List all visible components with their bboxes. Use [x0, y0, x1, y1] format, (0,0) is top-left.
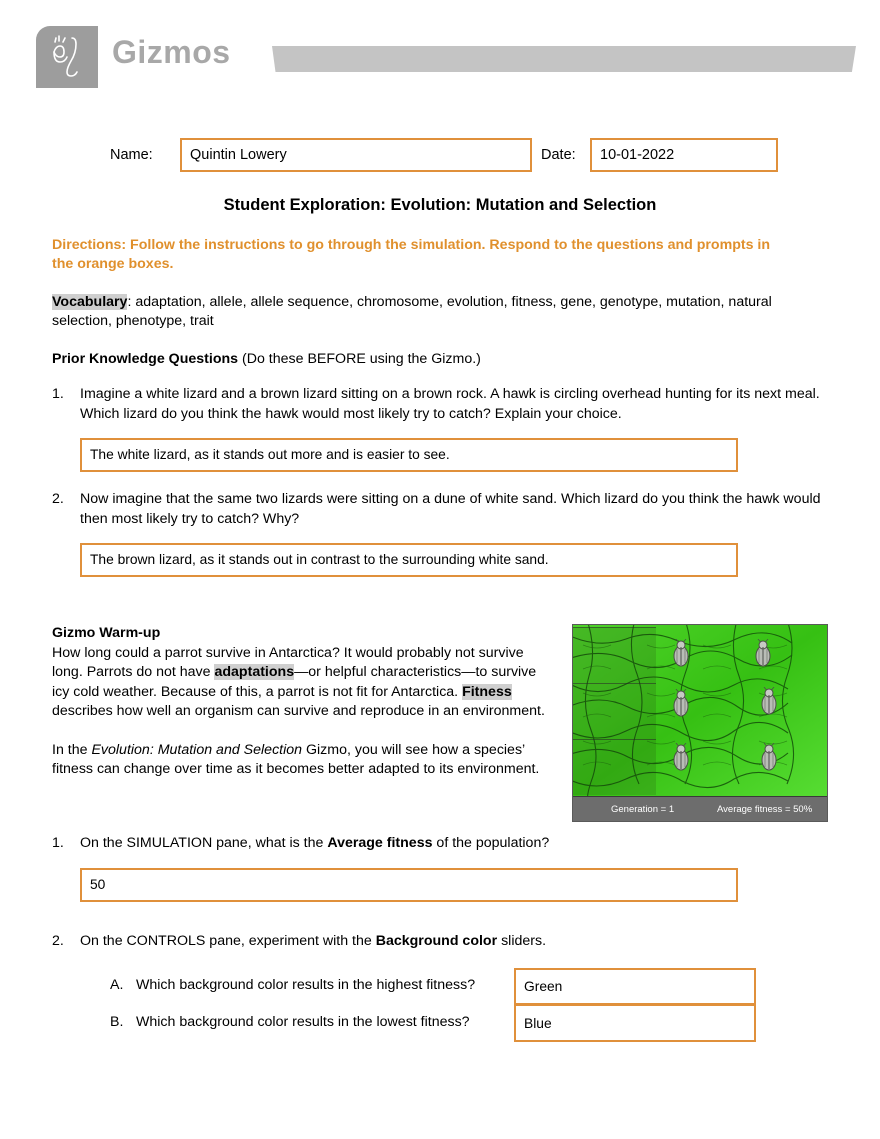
- simulation-shade-divider: [573, 683, 656, 684]
- question-number: 2.: [52, 491, 64, 507]
- question-number: 1.: [52, 835, 64, 851]
- prior-knowledge-title: Prior Knowledge Questions: [52, 351, 239, 367]
- vocabulary-line: [52, 293, 814, 331]
- question-text: Imagine a white lizard and a brown lizard sitting on a brown rock. A hawk is circling overhead hunting for its next meal. Which lizard do you think the hawk would most likely try to catch? Explain your choice.: [80, 386, 820, 422]
- lower-question-2: [52, 932, 832, 952]
- question-text: Now imagine that the same two lizards were sitting on a dune of white sand. Which lizard do you think the hawk would then most likely try to catch? Why?: [80, 491, 821, 527]
- brand-title: Gizmos: [112, 34, 231, 70]
- warmup-heading: Gizmo Warm-up: [52, 625, 161, 641]
- q2-text-bold: Background color: [375, 932, 498, 949]
- average-fitness-readout: Average fitness = 50%: [717, 803, 813, 815]
- vocabulary-terms: adaptation, allele, allele sequence, chromosome, evolution, fitness, gene, genotype, mutation, natural selection, phenotype, trait: [52, 294, 772, 329]
- gizmo-warmup-section: [52, 624, 552, 780]
- page-header: [0, 0, 880, 96]
- simulation-shade-overlay: [573, 627, 656, 795]
- beetle-icon: [759, 687, 779, 715]
- date-input[interactable]: 10-01-2022: [590, 138, 778, 172]
- paragraph-gap: [52, 722, 552, 741]
- lower-questions: [52, 834, 832, 951]
- sub-label-a: A.: [110, 977, 124, 993]
- name-label: Name:: [110, 147, 153, 163]
- answer-box-2[interactable]: The brown lizard, as it stands out in contrast to the surrounding white sand.: [80, 543, 738, 577]
- warmup-term-adaptations: adaptations: [214, 664, 295, 680]
- prior-question-2: [52, 490, 832, 577]
- vocabulary-label: Vocabulary: [52, 294, 128, 310]
- vocabulary-colon: :: [127, 294, 136, 310]
- gizmo-name-italic: Evolution: Mutation and Selection: [91, 741, 303, 758]
- sub-text-a: Which background color results in the highest fitness?: [136, 977, 476, 993]
- question-number: 2.: [52, 932, 64, 949]
- sub-label-b: B.: [110, 1014, 124, 1030]
- simulation-canvas: [573, 625, 827, 797]
- beetle-icon: [671, 639, 691, 667]
- date-label: Date:: [541, 147, 576, 163]
- question-text: [80, 834, 826, 854]
- page-title: Student Exploration: Evolution: Mutation and Selection: [223, 196, 657, 214]
- beetle-icon: [753, 639, 773, 667]
- sub-question-b: [52, 1005, 832, 1042]
- answer-box-1[interactable]: The white lizard, as it stands out more and is easier to see.: [80, 438, 738, 472]
- answer-box-highest-fitness[interactable]: Green: [514, 968, 756, 1005]
- beetle-icon: [759, 743, 779, 771]
- header-banner-bar: [272, 46, 856, 72]
- answer-box-lowest-fitness[interactable]: Blue: [514, 1005, 756, 1042]
- name-input[interactable]: Quintin Lowery: [180, 138, 532, 172]
- q1-text-bold: Average fitness: [327, 835, 433, 851]
- prior-question-1: [52, 385, 832, 472]
- q1-text-b: of the population?: [432, 835, 550, 851]
- beetle-icon: [671, 743, 691, 771]
- warmup-p1-c: describes how well an organism can survive and reproduce in an environment.: [52, 703, 545, 719]
- lower-question-1: [52, 834, 832, 902]
- main-content: [52, 236, 832, 577]
- sub-questions-block: [52, 968, 832, 1042]
- question-number: 1.: [52, 386, 64, 402]
- warmup-p1-a: How long could a parrot survive in Antarctica? It would probably not survive long. Parrots do not have: [52, 644, 524, 680]
- q1-text-a: On the SIMULATION pane, what is the: [80, 835, 328, 851]
- prior-knowledge-note: (Do these BEFORE using the Gizmo.): [238, 351, 481, 367]
- warmup-paragraph-2: [52, 741, 552, 780]
- sub-text-b: Which background color results in the lowest fitness?: [136, 1014, 470, 1030]
- q2-text-a: On the CONTROLS pane, experiment with the: [80, 932, 376, 949]
- answer-box-average-fitness[interactable]: 50: [80, 868, 738, 902]
- gizmos-el-logo-icon: [36, 26, 98, 88]
- question-text: [80, 932, 826, 952]
- gizmos-logo-box: [36, 26, 98, 88]
- warmup-p2-a: In the: [52, 741, 92, 758]
- directions-text: Directions: Follow the instructions to go through the simulation. Respond to the questions and prompts in the orange boxes.: [52, 237, 771, 272]
- warmup-term-fitness: Fitness: [462, 683, 512, 700]
- prior-knowledge-heading: [52, 351, 832, 367]
- warmup-paragraph-1: [52, 644, 552, 722]
- warmup-p1-b: —or helpful characteristics—to survive icy cold weather. Because of this, a parrot is not fit for Antarctica.: [52, 664, 537, 700]
- simulation-screenshot: [572, 624, 828, 822]
- q2-text-b: sliders.: [497, 932, 547, 949]
- simulation-shade-divider: [573, 739, 656, 740]
- generation-readout: Generation = 1: [611, 803, 675, 815]
- simulation-status-bar: [573, 796, 827, 821]
- beetle-icon: [671, 689, 691, 717]
- name-date-row: [0, 138, 880, 172]
- warmup-p2-b: Gizmo, you will see how a species’ fitness can change over time as it becomes better adapted to its environment.: [52, 741, 540, 777]
- sub-question-a: [52, 968, 832, 1005]
